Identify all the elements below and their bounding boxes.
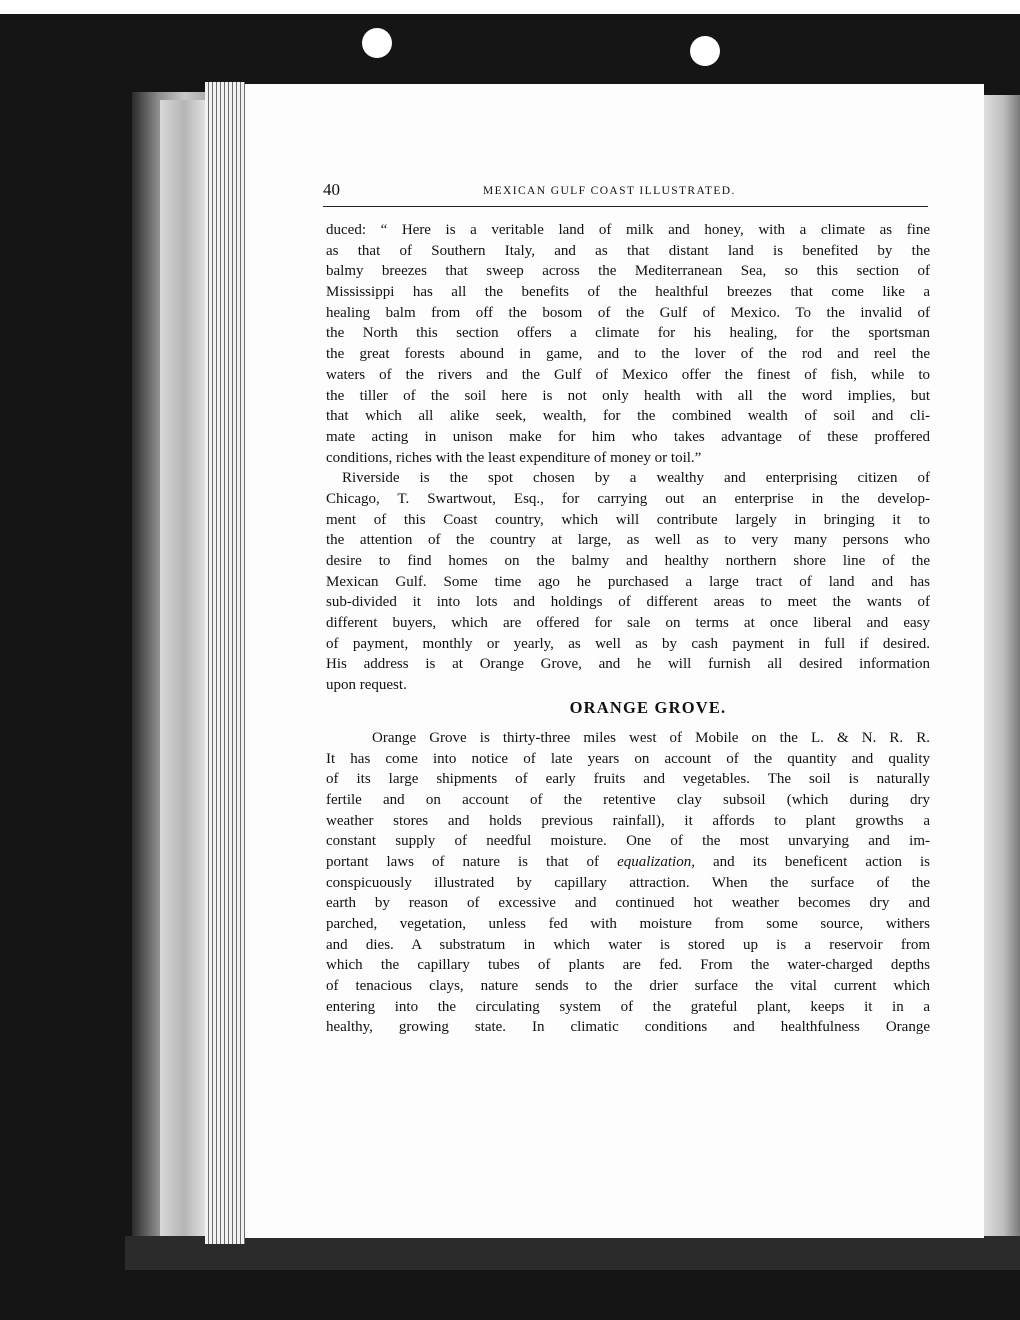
page-edges-stack (205, 82, 245, 1244)
text-line: weather stores and holds previous rainfall), it affords to plant growths a (326, 812, 930, 829)
text-line: that which all alike seek, wealth, for the combined wealth of soil and cli- (326, 408, 930, 425)
text-line: different buyers, which are offered for sale on terms at once liberal and easy (326, 615, 930, 632)
section-heading: ORANGE GROVE. (569, 697, 727, 717)
paragraph-orange-grove (326, 728, 930, 1038)
header-rule (323, 206, 928, 207)
punch-hole-left (362, 28, 392, 58)
text-line: of payment, monthly or yearly, as well as by cash payment in full if desired. (326, 635, 930, 652)
text-line: waters of the rivers and the Gulf of Mexico offer the finest of fish, while to (326, 366, 930, 383)
text-line: duced: “ Here is a veritable land of milk and honey, with a climate as fine (326, 222, 930, 238)
text-line (326, 852, 930, 873)
text-line: upon request. (326, 677, 407, 694)
text-line: ment of this Coast country, which will contribute largely in bringing it to (326, 511, 930, 528)
text-line: healthy, growing state. In climatic conditions and healthfulness Orange (326, 1019, 930, 1036)
text-line: balmy breezes that sweep across the Mediterranean Sea, so this section of (326, 263, 930, 280)
text-line: sub-divided it into lots and holdings of different areas to meet the wants of (326, 594, 930, 611)
paragraph-riverside (326, 468, 930, 696)
text-line: entering into the circulating system of the grateful plant, keeps it in a (326, 998, 930, 1015)
body-text (326, 220, 930, 1038)
text-line: His address is at Orange Grove, and he will furnish all desired information (326, 656, 930, 673)
text-line: the tiller of the soil here is not only health with all the word implies, but (326, 387, 930, 404)
text-line: Orange Grove is thirty-three miles west of Mobile on the L. & N. R. R. (372, 729, 930, 746)
text-line: Mexican Gulf. Some time ago he purchased a large tract of land and has (326, 573, 930, 590)
text-line: desire to find homes on the balmy and healthy northern shore line of the (326, 553, 930, 569)
text-line: of its large shipments of early fruits and vegetables. The soil is naturally (326, 771, 930, 788)
text-segment: portant laws of nature is that of (326, 853, 618, 870)
text-line: mate acting in unison make for him who takes advantage of these proffered (326, 428, 930, 445)
text-line: conspicuously illustrated by capillary attraction. When the surface of the (326, 874, 930, 891)
page-number: 40 (323, 180, 340, 199)
book-spine-edge (160, 100, 208, 1240)
text-line: which the capillary tubes of plants are fed. From the water-charged depths (326, 957, 930, 974)
text-line: Mississippi has all the benefits of the healthful breezes that come like a (326, 284, 930, 301)
text-line: earth by reason of excessive and continued hot weather becomes dry and (326, 895, 930, 912)
text-line: fertile and on account of the retentive clay subsoil (which during dry (326, 791, 930, 808)
text-line: the North this section offers a climate for his healing, for the sportsman (326, 325, 930, 342)
text-line: the attention of the country at large, as well as to very many persons who (326, 532, 930, 549)
text-line: and dies. A substratum in which water is stored up is a reservoir from (326, 936, 930, 953)
italic-term: equalization, (617, 853, 695, 870)
text-line: the great forests abound in game, and to the lover of the rod and reel the (326, 346, 930, 363)
running-head (323, 180, 925, 204)
text-line: of tenacious clays, nature sends to the drier surface the vital current which (326, 978, 930, 995)
text-line: Riverside is the spot chosen by a wealthy and enterprising citizen of (342, 470, 930, 487)
paragraph-quote (326, 220, 930, 468)
book-cover-bottom (125, 1236, 1020, 1270)
text-line: conditions, riches with the least expenditure of money or toil.” (326, 449, 702, 466)
facing-page-edge (978, 95, 1020, 1245)
text-segment: and its beneficent action is (694, 853, 931, 870)
running-title: MEXICAN GULF COAST ILLUSTRATED. (483, 185, 736, 197)
text-line: It has come into notice of late years on account of the quantity and quality (326, 750, 930, 767)
text-line: healing balm from off the bosom of the Gulf of Mexico. To the invalid of (326, 304, 930, 321)
text-line: Chicago, T. Swartwout, Esq., for carrying out an enterprise in the develop- (326, 490, 930, 507)
text-line: parched, vegetation, unless fed with moisture from some source, withers (326, 916, 930, 932)
punch-hole-right (690, 36, 720, 66)
text-line: as that of Southern Italy, and as that distant land is benefited by the (326, 242, 930, 259)
text-line: constant supply of needful moisture. One of the most unvarying and im- (326, 833, 930, 850)
